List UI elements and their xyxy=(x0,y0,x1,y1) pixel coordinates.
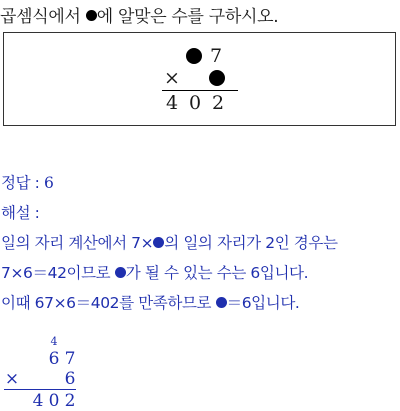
carry-digit: 4 xyxy=(50,335,58,348)
result-digit-hundreds: 4 xyxy=(165,92,179,114)
explanation-line-2-start: 7×6＝42이므로 xyxy=(1,264,115,282)
calc-operator: × xyxy=(4,369,20,389)
calc-result-ones: 2 xyxy=(64,391,76,411)
explanation-line-3-start: 이때 67×6＝402를 만족하므로 xyxy=(1,294,216,312)
calc-top-tens: 6 xyxy=(48,349,60,369)
explanation-line-3-end: ＝6입니다. xyxy=(226,294,300,312)
calc-multiplier: 6 xyxy=(64,369,76,389)
result-digit-ones: 2 xyxy=(211,92,225,114)
question-suffix: 에 알맞은 수를 구하시오. xyxy=(96,7,279,27)
question-prefix: 곱셈식에서 xyxy=(0,7,86,27)
calc-result-tens: 0 xyxy=(48,391,60,411)
result-digit-tens: 0 xyxy=(188,92,202,114)
answer-label: 정답 : xyxy=(1,174,45,192)
multiply-operator: × xyxy=(164,67,180,89)
explanation-label: 해설 : xyxy=(1,204,40,222)
calc-result-hundreds: 4 xyxy=(32,391,44,411)
multiplicand-ones-digit: 7 xyxy=(209,45,223,67)
explanation-line-1-start: 일의 자리 계산에서 7× xyxy=(1,234,154,252)
calc-divider-line xyxy=(4,389,76,390)
answer-value: 6 xyxy=(44,174,54,192)
explanation-line-2-end: 가 될 수 있는 수는 6입니다. xyxy=(125,264,309,282)
calc-top-ones: 7 xyxy=(64,349,76,369)
explanation-line-1-end: 의 일의 자리가 2인 경우는 xyxy=(164,234,338,252)
